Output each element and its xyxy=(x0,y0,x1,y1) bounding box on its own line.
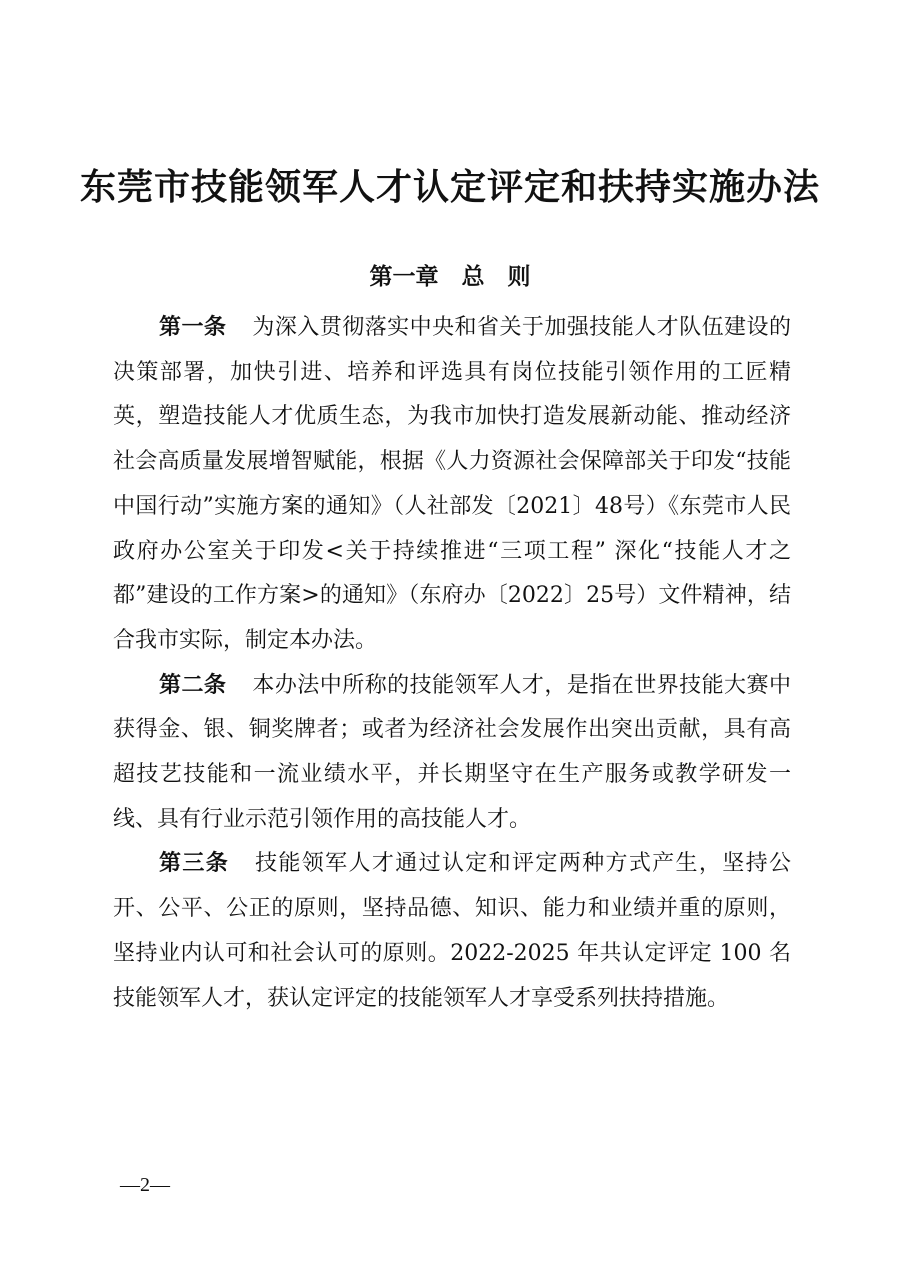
article-2-text: 本办法中所称的技能领军人才，是指在世界技能大赛中获得金、银、铜奖牌者；或者为经济社会发展作出突出贡献，具有高超技艺技能和一流业绩水平，并长期坚守在生产服务或教学研发一线、具有行业示范引领作用的高技能人才。 xyxy=(113,672,791,832)
article-1-text: 为深入贯彻落实中央和省关于加强技能人才队伍建设的决策部署，加快引进、培养和评选具有岗位技能引领作用的工匠精英，塑造技能人才优质生态，为我市加快打造发展新动能、推动经济社会高质量发展增智赋能，根据《人力资源社会保障部关于印发“技能中国行动”实施方案的通知》（人社部发〔2021〕48号）《东莞市人民政府办公室关于印发<关于持续推进“三项工程” 深化“技能人才之都”建设的工作方案>的通知》（东府办〔2022〕25号）文件精神，结合我市实际，制定本办法。 xyxy=(113,315,791,653)
article-1 xyxy=(113,306,791,664)
article-3 xyxy=(113,842,791,1021)
article-3-text: 技能领军人才通过认定和评定两种方式产生，坚持公开、公平、公正的原则，坚持品德、知识、能力和业绩并重的原则，坚持业内认可和社会认可的原则。2022-2025 年共认定评定 100 名技能领军人才，获认定评定的技能领军人才享受系列扶持措施。 xyxy=(113,851,791,1011)
article-1-heading: 第一条 xyxy=(159,315,227,340)
article-2 xyxy=(113,664,791,843)
article-3-heading: 第三条 xyxy=(159,851,230,877)
chapter-heading: 第一章 总 则 xyxy=(369,264,531,290)
article-2-heading: 第二条 xyxy=(159,672,227,698)
document-title: 东莞市技能领军人才认定评定和扶持实施办法 xyxy=(79,166,820,208)
page-number: —2— xyxy=(120,1174,170,1196)
document-body xyxy=(113,306,791,1021)
